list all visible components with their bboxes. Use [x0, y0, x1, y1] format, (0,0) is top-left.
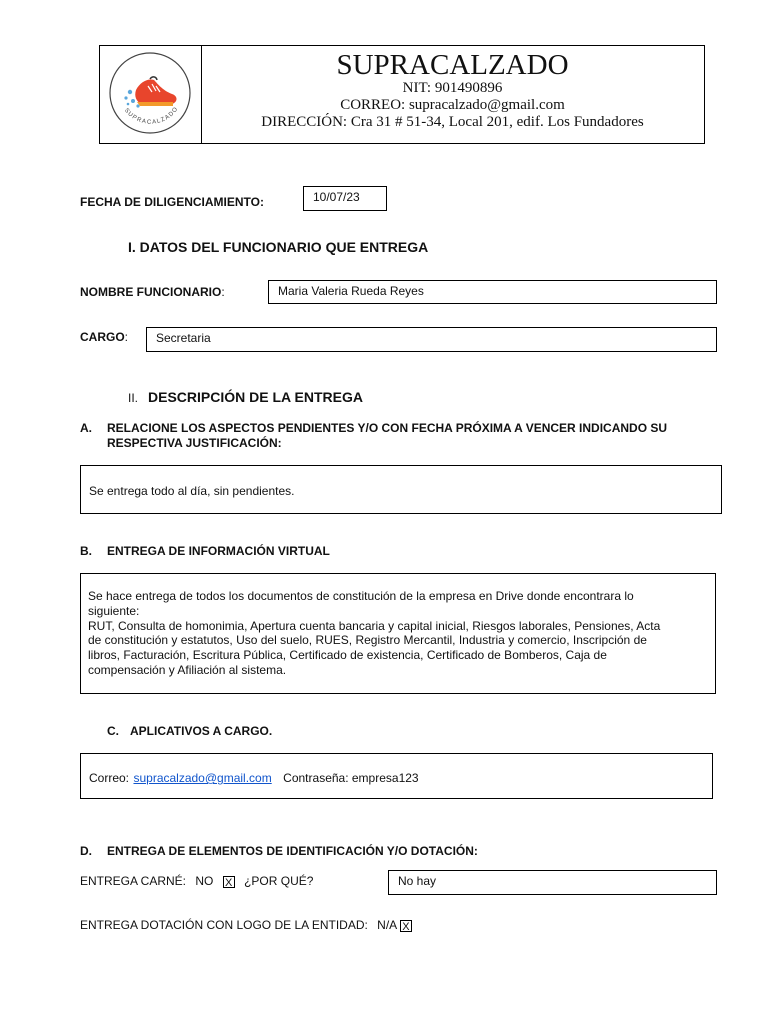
item-b-line: compensación y Afiliación al sistema.: [88, 662, 287, 677]
item-d-title: ENTREGA DE ELEMENTOS DE IDENTIFICACIÓN Y/O DOTACIÓN:: [107, 844, 478, 858]
carne-checkbox[interactable]: X: [223, 876, 235, 888]
nombre-colon: :: [221, 285, 225, 299]
item-d-letter: D.: [80, 844, 92, 858]
item-b-line: de constitución y estatutos, Uso del suelo, RUES, Registro Mercantil, Industria y comercio, Inscripción de: [88, 633, 647, 648]
item-b-line: siguiente:: [88, 603, 140, 618]
company-info: [201, 46, 704, 143]
company-address: DIRECCIÓN: Cra 31 # 51-34, Local 201, edif. Los Fundadores: [261, 114, 644, 130]
item-b-line: RUT, Consulta de homonimia, Apertura cuenta bancaria y capital inicial, Riesgos laborales, Pensiones, Acta: [88, 618, 661, 633]
item-a-content: Se entrega todo al día, sin pendientes.: [89, 484, 295, 498]
fecha-field[interactable]: [303, 186, 387, 211]
dotacion-checkbox[interactable]: X: [400, 920, 412, 932]
nombre-label-row: [80, 285, 225, 299]
cargo-colon: :: [124, 330, 129, 344]
company-email: CORREO: supracalzado@gmail.com: [340, 97, 565, 113]
item-c-email-link[interactable]: supracalzado@gmail.com: [133, 771, 272, 785]
carne-label: ENTREGA CARNÉ:: [80, 874, 187, 888]
fecha-label: FECHA DE DILIGENCIAMIENTO:: [80, 195, 265, 209]
porque-label: ¿POR QUÉ?: [244, 874, 314, 888]
section-1-title: I. DATOS DEL FUNCIONARIO QUE ENTREGA: [128, 239, 429, 255]
item-b-line: Se hace entrega de todos los documentos de constitución de la empresa en Drive donde encontrara lo: [88, 589, 634, 603]
item-b-line: libros, Facturación, Escritura Pública, Certificado de existencia, Certificado de Bomberos, Caja de: [88, 648, 607, 663]
logo-cell: [100, 46, 202, 143]
cargo-field[interactable]: [146, 327, 717, 352]
carne-option: NO: [195, 874, 214, 888]
item-c-title: APLICATIVOS A CARGO.: [130, 724, 273, 738]
porque-value: No hay: [398, 874, 437, 888]
porque-field[interactable]: [388, 870, 717, 895]
item-c-letter: C.: [107, 724, 119, 738]
cargo-value: Secretaria: [156, 331, 211, 345]
cargo-label-row: [80, 330, 128, 344]
dotacion-option: N/A: [377, 918, 397, 932]
item-a-title: [107, 421, 727, 451]
nombre-field[interactable]: [268, 280, 717, 304]
shoe-logo-icon: [100, 46, 201, 143]
company-name: SUPRACALZADO: [336, 49, 569, 81]
fecha-value: 10/07/23: [313, 190, 360, 204]
logo-text: SUPRACALZADO: [122, 105, 180, 126]
section-2-title-row: [128, 389, 363, 407]
section-2-title: DESCRIPCIÓN DE LA ENTREGA: [148, 389, 363, 405]
item-c-correo-label: Correo:: [89, 771, 130, 785]
item-b-letter: B.: [80, 544, 92, 558]
section-2-numeral: II.: [128, 391, 139, 405]
item-a-letter: A.: [80, 421, 92, 435]
item-c-password: Contraseña: empresa123: [283, 771, 419, 785]
item-a-title-line1: RELACIONE LOS ASPECTOS PENDIENTES Y/O CON FECHA PRÓXIMA A VENCER INDICANDO SU: [107, 421, 668, 435]
dotacion-row: [80, 918, 412, 932]
item-b-content-box: [80, 573, 716, 694]
item-c-content-box: [80, 753, 713, 799]
item-a-title-line2: RESPECTIVA JUSTIFICACIÓN:: [107, 436, 282, 450]
item-b-content: [88, 589, 715, 678]
carne-row: [80, 874, 313, 888]
item-b-title: ENTREGA DE INFORMACIÓN VIRTUAL: [107, 544, 330, 558]
item-a-content-box: [80, 465, 722, 514]
nombre-value: Maria Valeria Rueda Reyes: [278, 284, 424, 298]
dotacion-label: ENTREGA DOTACIÓN CON LOGO DE LA ENTIDAD:: [80, 918, 368, 932]
nombre-label: NOMBRE FUNCIONARIO: [80, 285, 222, 299]
document-header: [99, 45, 705, 144]
company-nit: NIT: 901490896: [402, 80, 503, 96]
cargo-label: CARGO: [80, 330, 125, 344]
